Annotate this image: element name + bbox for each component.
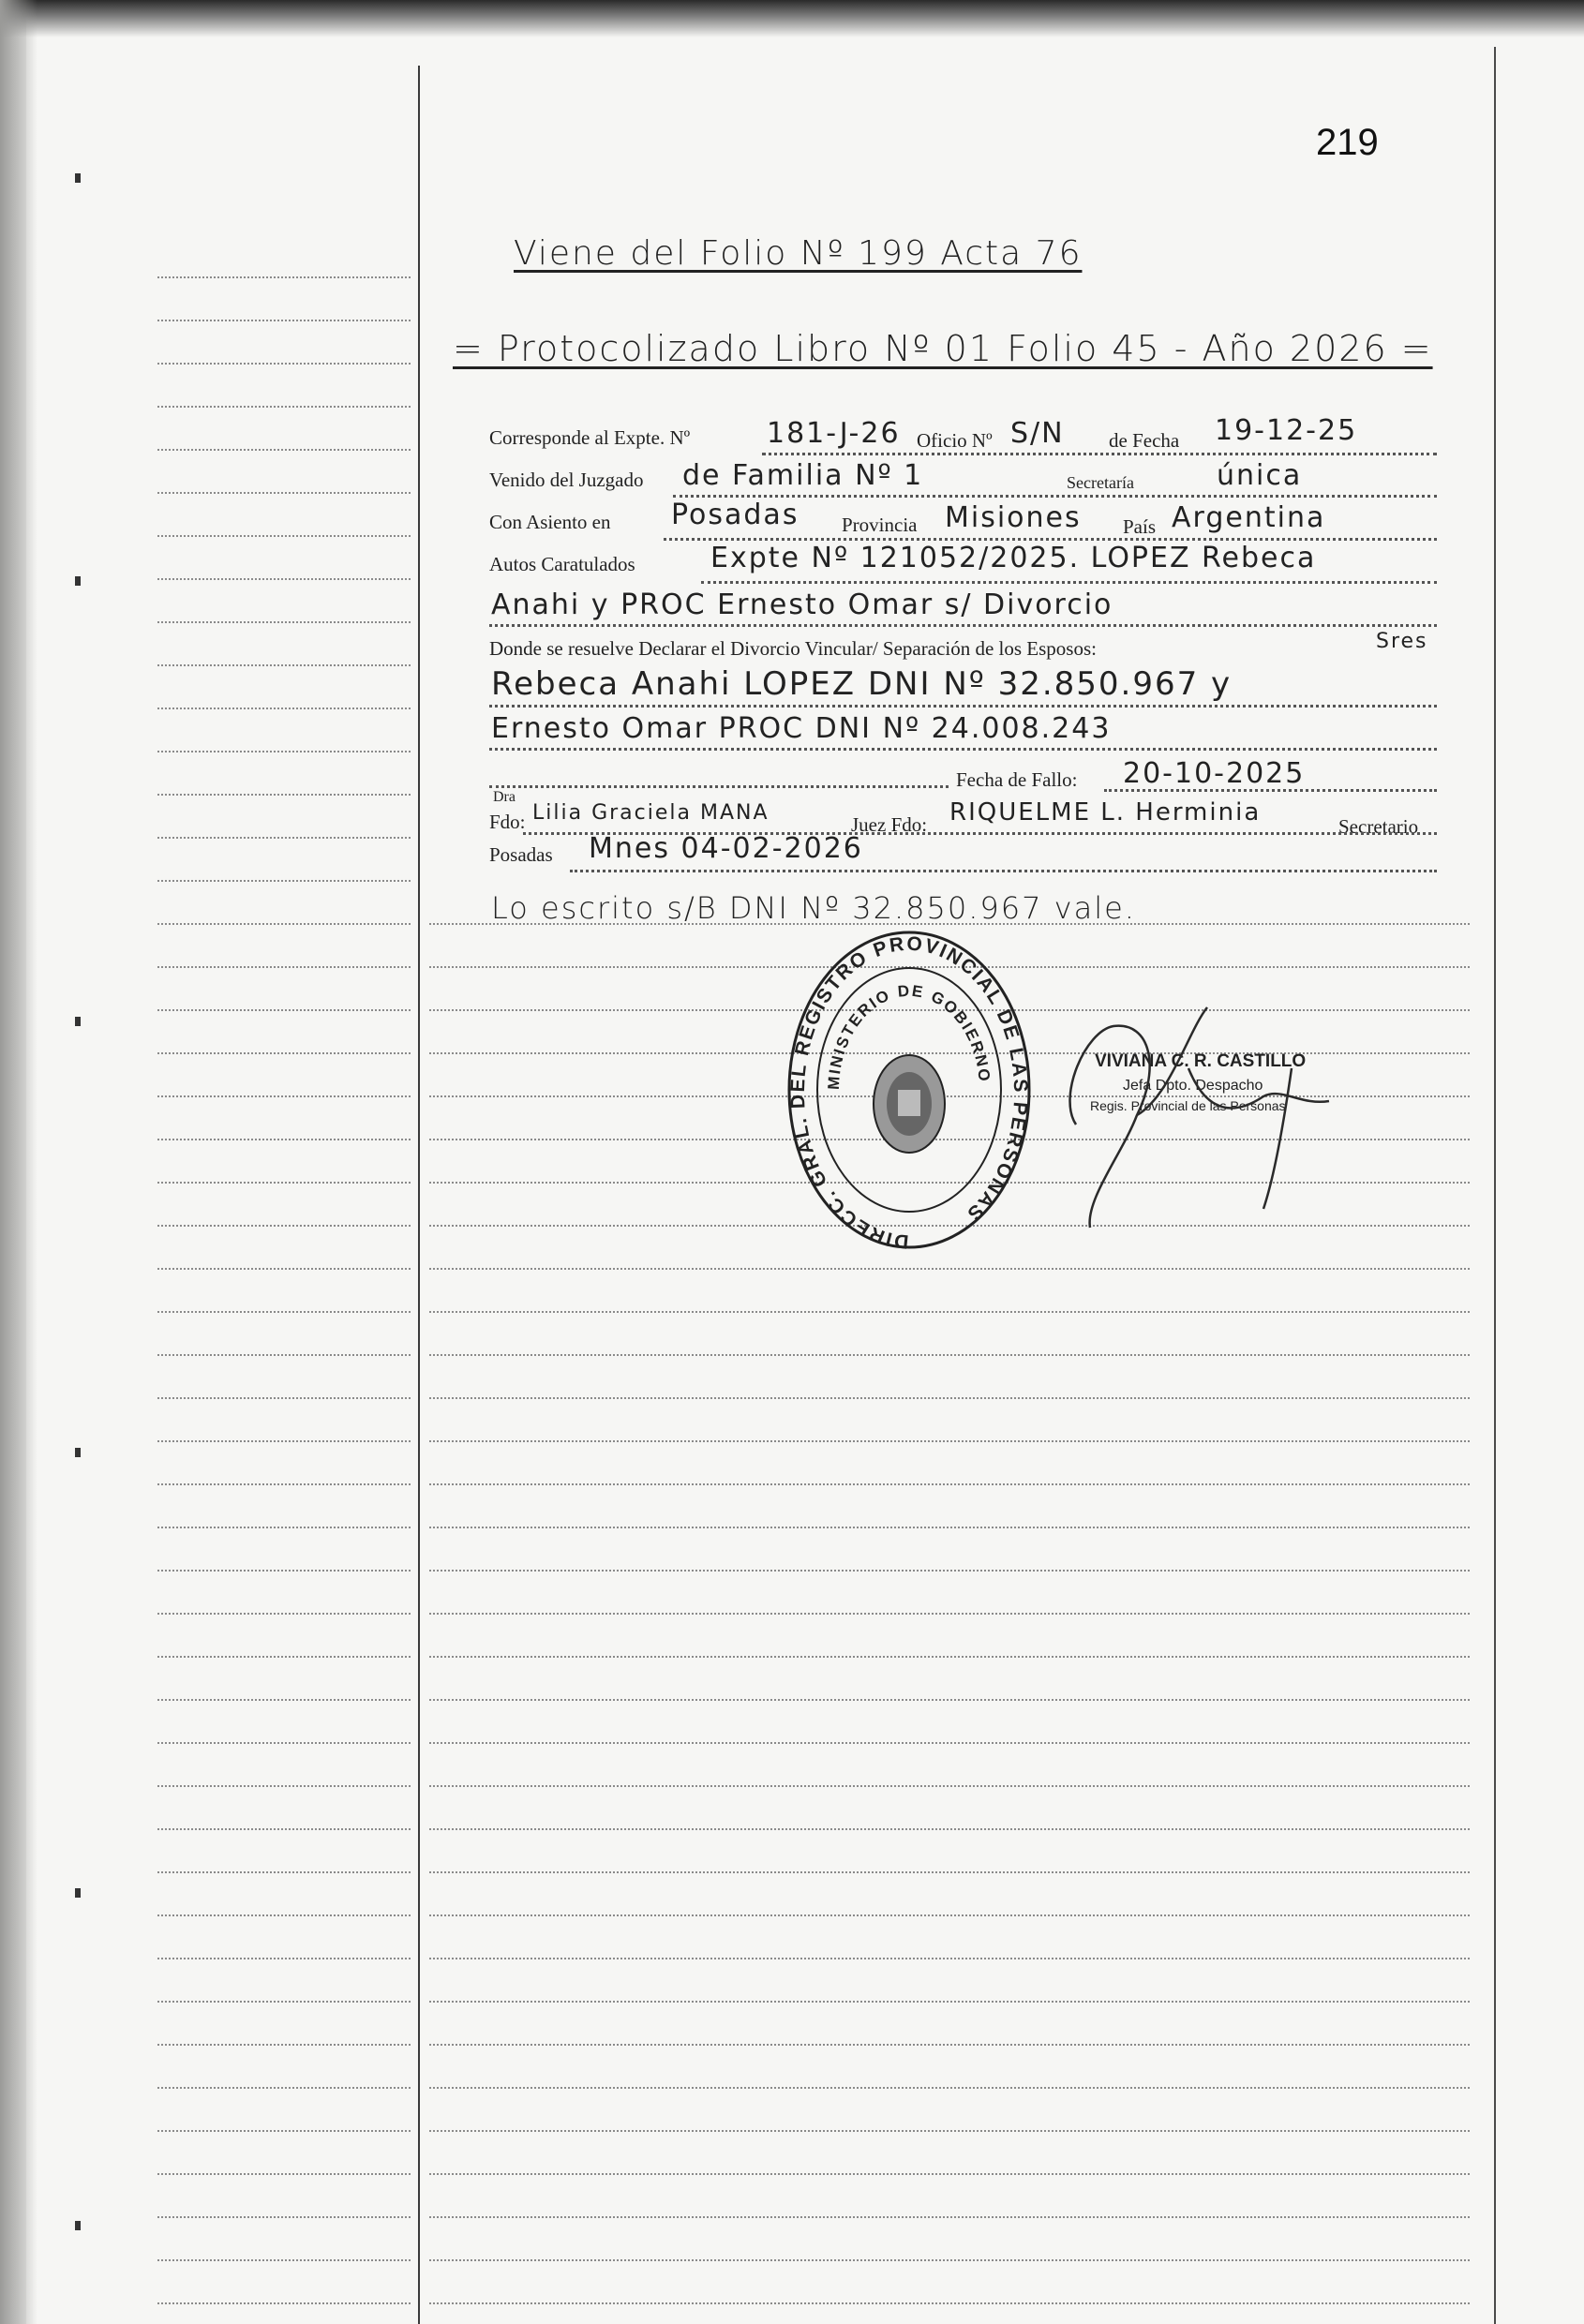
ruled-line-left bbox=[157, 1095, 411, 1097]
dotline bbox=[489, 705, 1437, 708]
autos-label: Autos Caratulados bbox=[489, 553, 635, 575]
dra-label: Dra bbox=[493, 789, 516, 805]
posadas-label: Posadas bbox=[489, 843, 553, 866]
ruled-line-right bbox=[429, 1613, 1470, 1615]
stamp-name: VIVIANA C. R. CASTILLO bbox=[1095, 1051, 1307, 1071]
stamp-office: Regis. Provincial de las Personas bbox=[1090, 1098, 1286, 1113]
ruled-line-right bbox=[429, 1656, 1470, 1658]
dotline bbox=[1104, 789, 1437, 792]
ruled-line-right bbox=[429, 2044, 1470, 2046]
juez-label: Juez Fdo: bbox=[851, 813, 928, 836]
ruled-line-left bbox=[157, 1958, 411, 1959]
ruled-line-left bbox=[157, 276, 411, 278]
de-fecha-label: de Fecha bbox=[1109, 429, 1180, 452]
ruled-line-right bbox=[429, 1785, 1470, 1787]
posadas-value: Mnes 04-02-2026 bbox=[589, 832, 863, 865]
ruled-line-right bbox=[429, 1871, 1470, 1873]
ruled-line-right bbox=[429, 2302, 1470, 2304]
official-seal bbox=[787, 926, 1031, 1249]
signature-block bbox=[1048, 993, 1385, 1246]
ruled-line-right bbox=[429, 1397, 1470, 1399]
ruled-line-left bbox=[157, 1871, 411, 1873]
oficio-value: S/N bbox=[1010, 417, 1065, 450]
ruled-line-left bbox=[157, 2302, 411, 2304]
juez-value: Lilia Graciela MANA bbox=[532, 801, 770, 825]
handwritten-signature bbox=[1048, 993, 1385, 1246]
conyuge-2: Ernesto Omar PROC DNI Nº 24.008.243 bbox=[491, 712, 1112, 745]
ruled-line-left bbox=[157, 2001, 411, 2003]
ruled-line-right bbox=[429, 2216, 1470, 2218]
scan-top-shadow bbox=[0, 0, 1584, 37]
ruled-line-right bbox=[429, 1527, 1470, 1528]
pais-value: Argentina bbox=[1172, 501, 1326, 534]
oficio-label: Oficio Nº bbox=[917, 429, 993, 452]
ruled-line-left bbox=[157, 2044, 411, 2046]
margin-mark bbox=[75, 576, 81, 586]
secretario-value: RIQUELME L. Herminia bbox=[949, 798, 1262, 827]
ruled-line-left bbox=[157, 1742, 411, 1744]
ruled-line-left bbox=[157, 1785, 411, 1787]
fecha-fallo-label: Fecha de Fallo: bbox=[956, 768, 1078, 791]
conyuge-1: Rebeca Anahi LOPEZ DNI Nº 32.850.967 y bbox=[491, 665, 1233, 703]
ruled-line-right bbox=[429, 1311, 1470, 1313]
ruled-line-left bbox=[157, 2259, 411, 2261]
ruled-line-left bbox=[157, 1182, 411, 1184]
ruled-line-left bbox=[157, 1656, 411, 1658]
ruled-line-left bbox=[157, 1483, 411, 1485]
ruled-line-left bbox=[157, 1354, 411, 1356]
ruled-line-right bbox=[429, 1268, 1470, 1270]
seal-inner-text: MINISTERIO DE GOBIERNO bbox=[824, 981, 994, 1091]
ruled-line-left bbox=[157, 2087, 411, 2089]
resuelve-tail: Sres bbox=[1376, 630, 1428, 653]
ruled-line-left bbox=[157, 923, 411, 925]
ruled-line-right bbox=[429, 2130, 1470, 2132]
ruled-line-left bbox=[157, 880, 411, 882]
ruled-line-right bbox=[429, 1483, 1470, 1485]
dotline bbox=[673, 495, 1437, 498]
ruled-line-left bbox=[157, 1527, 411, 1528]
ruled-line-right bbox=[429, 1742, 1470, 1744]
ruled-line-left bbox=[157, 2130, 411, 2132]
asiento-label: Con Asiento en bbox=[489, 511, 611, 533]
right-margin-line bbox=[1494, 47, 1496, 2324]
margin-line bbox=[418, 66, 420, 2324]
ruled-line-left bbox=[157, 2216, 411, 2218]
ruled-line-left bbox=[157, 449, 411, 451]
asiento-value: Posadas bbox=[671, 499, 799, 531]
ruled-line-left bbox=[157, 1914, 411, 1916]
ruled-line-right bbox=[429, 1958, 1470, 1959]
ruled-line-left bbox=[157, 1009, 411, 1011]
ruled-line-right bbox=[429, 2087, 1470, 2089]
ruled-line-left bbox=[157, 966, 411, 968]
protocolizado-line: = Protocolizado Libro Nº 01 Folio 45 - Año 2026 = bbox=[453, 328, 1433, 369]
secretario-label: Secretario bbox=[1338, 815, 1419, 838]
document-page bbox=[26, 0, 1584, 2324]
ruled-line-left bbox=[157, 794, 411, 796]
autos-value-1: Expte Nº 121052/2025. LOPEZ Rebeca bbox=[710, 542, 1317, 574]
dotline bbox=[489, 624, 1437, 627]
margin-mark bbox=[75, 2221, 81, 2230]
dotline bbox=[701, 581, 1437, 584]
autos-value-2: Anahi y PROC Ernesto Omar s/ Divorcio bbox=[491, 588, 1113, 621]
ruled-line-left bbox=[157, 1440, 411, 1442]
secretaria-value: única bbox=[1217, 459, 1303, 492]
ruled-line-left bbox=[157, 1828, 411, 1830]
viene-del-folio: Viene del Folio Nº 199 Acta 76 bbox=[514, 234, 1083, 273]
fecha-fallo-value: 20-10-2025 bbox=[1123, 757, 1306, 790]
ruled-line-left bbox=[157, 1570, 411, 1572]
ruled-line-right bbox=[429, 1440, 1470, 1442]
ruled-line-right bbox=[429, 1570, 1470, 1572]
dotline bbox=[489, 785, 949, 788]
dotline bbox=[762, 453, 1437, 455]
ruled-line-left bbox=[157, 406, 411, 408]
expte-value: 181-J-26 bbox=[767, 417, 901, 450]
ruled-line-left bbox=[157, 578, 411, 580]
ruled-line-left bbox=[157, 363, 411, 365]
ruled-line-right bbox=[429, 2001, 1470, 2003]
margin-mark bbox=[75, 1448, 81, 1457]
ruled-line-right bbox=[429, 2173, 1470, 2175]
venido-label: Venido del Juzgado bbox=[489, 469, 644, 491]
fdo-label: Fdo: bbox=[489, 811, 526, 833]
juzgado-value: de Familia Nº 1 bbox=[682, 459, 924, 492]
ruled-line-left bbox=[157, 708, 411, 709]
provincia-value: Misiones bbox=[945, 501, 1082, 534]
provincia-label: Provincia bbox=[842, 514, 918, 536]
ruled-line-left bbox=[157, 837, 411, 839]
de-fecha-value: 19-12-25 bbox=[1215, 414, 1358, 447]
nota-vale: Lo escrito s/B DNI Nº 32.850.967 vale. bbox=[491, 890, 1136, 926]
margin-mark bbox=[75, 173, 81, 183]
dotline bbox=[664, 538, 1437, 541]
margin-mark bbox=[75, 1888, 81, 1898]
dotline bbox=[570, 870, 1437, 872]
ruled-line-left bbox=[157, 1311, 411, 1313]
ruled-line-left bbox=[157, 320, 411, 321]
resuelve-label: Donde se resuelve Declarar el Divorcio Vincular/ Separación de los Esposos: bbox=[489, 637, 1097, 660]
ruled-line-left bbox=[157, 1139, 411, 1140]
ruled-line-left bbox=[157, 492, 411, 494]
ruled-line-left bbox=[157, 751, 411, 752]
ruled-line-left bbox=[157, 1613, 411, 1615]
corresponde-label: Corresponde al Expte. Nº bbox=[489, 426, 691, 449]
ruled-line-right bbox=[429, 1699, 1470, 1701]
secretaria-label: Secretaría bbox=[1067, 473, 1134, 492]
ruled-line-right bbox=[429, 1914, 1470, 1916]
ruled-line-left bbox=[157, 1699, 411, 1701]
pais-label: País bbox=[1123, 515, 1157, 538]
ruled-line-right bbox=[429, 1354, 1470, 1356]
ruled-line-right bbox=[429, 2259, 1470, 2261]
ruled-line-left bbox=[157, 1268, 411, 1270]
ruled-line-right bbox=[429, 1828, 1470, 1830]
ruled-line-left bbox=[157, 621, 411, 623]
ruled-line-left bbox=[157, 2173, 411, 2175]
margin-mark bbox=[75, 1017, 81, 1026]
ruled-line-left bbox=[157, 1397, 411, 1399]
ruled-line-left bbox=[157, 1225, 411, 1227]
ruled-line-left bbox=[157, 664, 411, 666]
dotline bbox=[489, 748, 1437, 751]
seal-outer-text: DIRECC. GRAL. DEL REGISTRO PROVINCIAL DE LAS PERSONAS bbox=[787, 932, 1031, 1249]
stamp-role: Jefa Dpto. Despacho bbox=[1123, 1078, 1263, 1094]
scan-left-shadow bbox=[0, 0, 37, 2324]
ruled-line-left bbox=[157, 1052, 411, 1054]
page-number: 219 bbox=[1316, 122, 1379, 163]
ruled-line-left bbox=[157, 535, 411, 537]
